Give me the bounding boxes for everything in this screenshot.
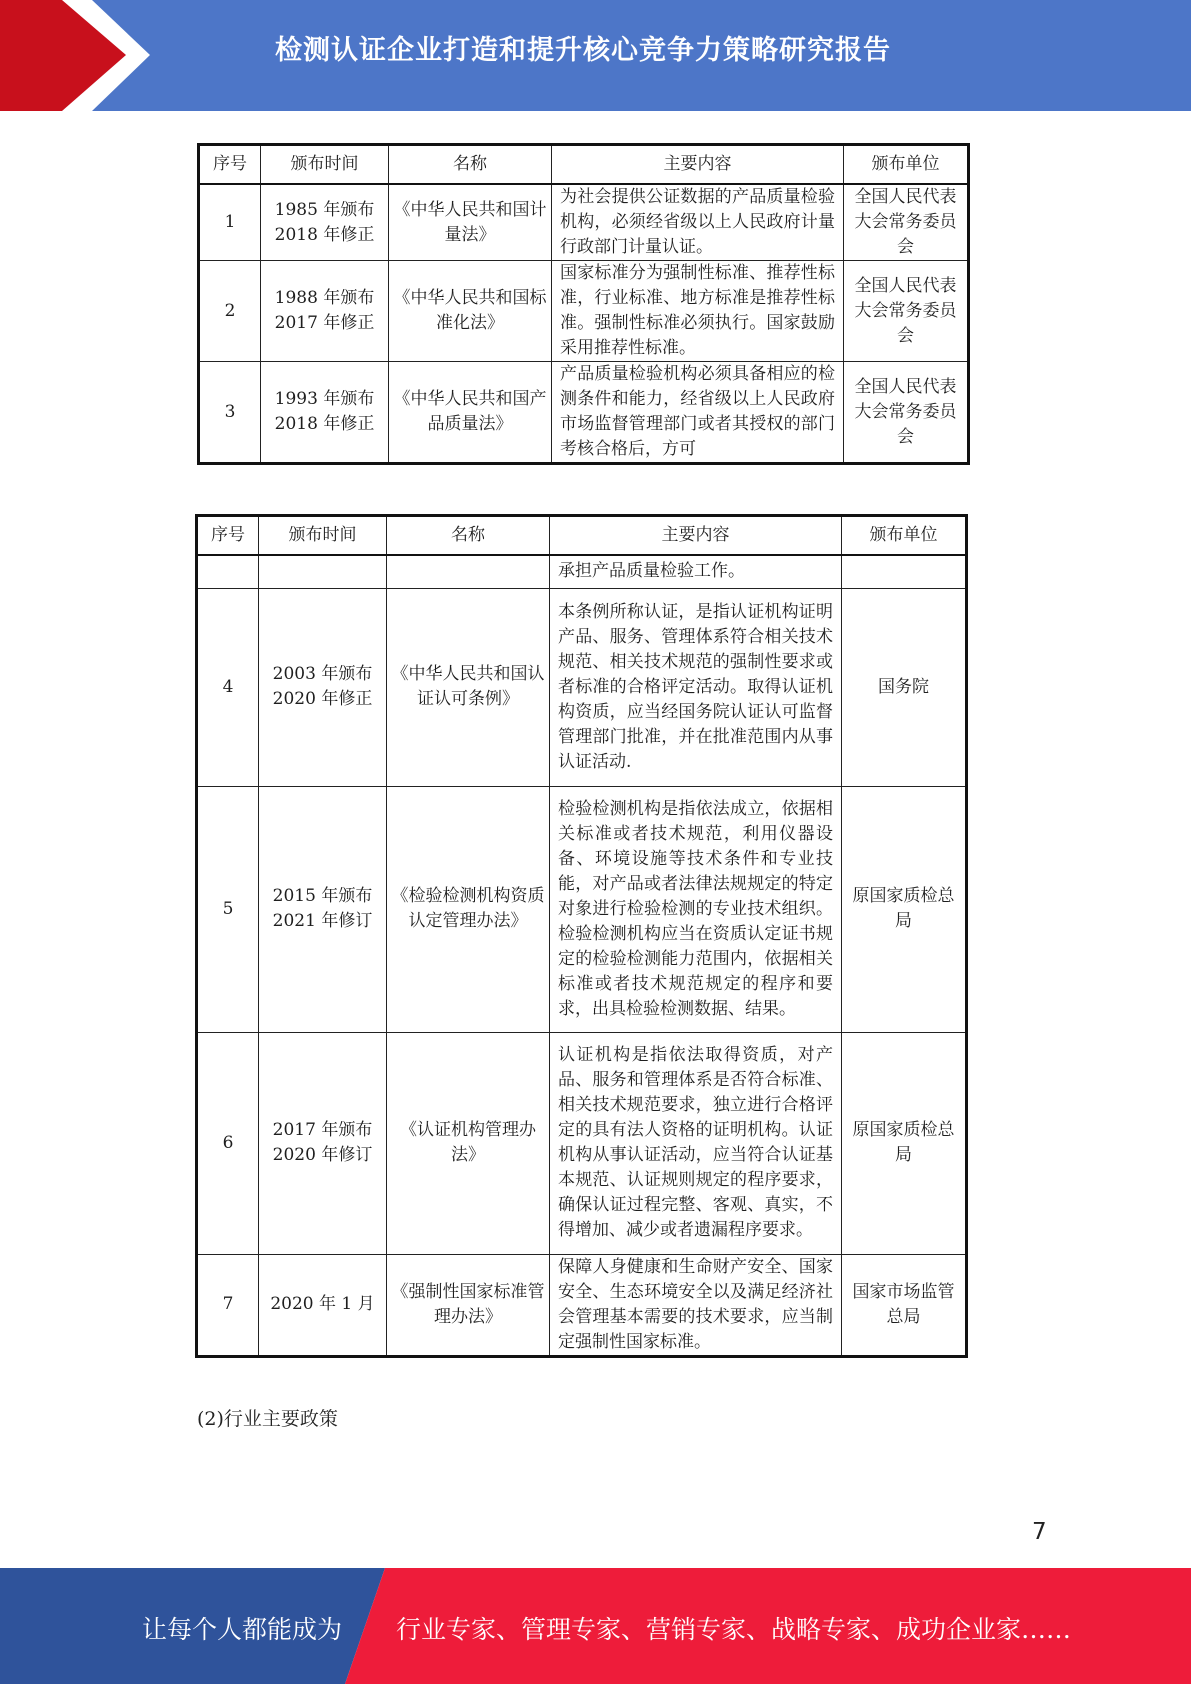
row-content: 产品质量检验机构必须具备相应的检测条件和能力，经省级以上人民政府市场监督管理部门或者其授权的部门考核合格后，方可	[552, 362, 844, 464]
row-name	[387, 555, 550, 588]
row-time: 1993 年颁布 2018 年修正	[261, 362, 389, 464]
row-name: 《强制性国家标准管理办法》	[387, 1254, 550, 1356]
row-content: 认证机构是指依法取得资质，对产品、服务和管理体系是否符合标准、相关技术规范要求，独立进行合格评定的具有法人资格的证明机构。认证机构从事认证活动，应当符合认证基本规范、认证规则规定的程序要求，确保认证过程完整、客观、真实，不得增加、减少或者遗漏程序要求。	[550, 1032, 842, 1254]
row-time: 2003 年颁布 2020 年修正	[259, 588, 387, 786]
header-content: 主要内容	[552, 145, 844, 185]
header-name: 名称	[387, 516, 550, 556]
row-content: 本条例所称认证，是指认证机构证明产品、服务、管理体系符合相关技术规范、相关技术规范的强制性要求或者标准的合格评定活动。取得认证机构资质，应当经国务院认证认可监督管理部门批准，并在批准范围内从事认证活动.	[550, 588, 842, 786]
table-header-row	[199, 145, 969, 185]
row-issuer: 原国家质检总局	[842, 1032, 967, 1254]
table-row	[197, 555, 967, 588]
table-header-row	[197, 516, 967, 556]
row-name: 《中华人民共和国认证认可条例》	[387, 588, 550, 786]
table-row	[199, 362, 969, 464]
regulations-table-part-1	[197, 143, 970, 465]
row-issuer: 全国人民代表大会常务委员会	[844, 184, 969, 261]
row-no: 1	[199, 184, 261, 261]
header-content: 主要内容	[550, 516, 842, 556]
row-no: 4	[197, 588, 259, 786]
report-title: 检测认证企业打造和提升核心竞争力策略研究报告	[275, 35, 891, 66]
row-time: 1988 年颁布 2017 年修正	[261, 261, 389, 362]
table-row	[197, 786, 967, 1032]
regulations-table-part-2	[195, 514, 968, 1358]
row-name: 《中华人民共和国标准化法》	[389, 261, 552, 362]
row-issuer: 全国人民代表大会常务委员会	[844, 362, 969, 464]
header-time: 颁布时间	[261, 145, 389, 185]
row-name: 《中华人民共和国产品质量法》	[389, 362, 552, 464]
row-no: 6	[197, 1032, 259, 1254]
row-time	[259, 555, 387, 588]
header-no: 序号	[197, 516, 259, 556]
row-no: 2	[199, 261, 261, 362]
row-no	[197, 555, 259, 588]
section-heading: (2)行业主要政策	[197, 1408, 338, 1430]
header-no: 序号	[199, 145, 261, 185]
header-name: 名称	[389, 145, 552, 185]
row-issuer	[842, 555, 967, 588]
page-header	[0, 0, 1191, 111]
row-no: 5	[197, 786, 259, 1032]
footer-slogan-left: 让每个人都能成为	[142, 1615, 343, 1644]
table-row	[199, 184, 969, 261]
table-row	[197, 588, 967, 786]
row-issuer: 全国人民代表大会常务委员会	[844, 261, 969, 362]
row-issuer: 国家市场监管总局	[842, 1254, 967, 1356]
header-issuer: 颁布单位	[842, 516, 967, 556]
row-name: 《认证机构管理办法》	[387, 1032, 550, 1254]
row-content: 保障人身健康和生命财产安全、国家安全、生态环境安全以及满足经济社会管理基本需要的技术要求，应当制定强制性国家标准。	[550, 1254, 842, 1356]
row-time: 1985 年颁布 2018 年修正	[261, 184, 389, 261]
row-time: 2015 年颁布 2021 年修订	[259, 786, 387, 1032]
page-footer	[0, 1568, 1191, 1684]
row-content: 承担产品质量检验工作。	[550, 555, 842, 588]
row-no: 3	[199, 362, 261, 464]
row-content: 为社会提供公证数据的产品质量检验机构，必须经省级以上人民政府计量行政部门计量认证。	[552, 184, 844, 261]
row-content: 检验检测机构是指依法成立，依据相关标准或者技术规范，利用仪器设备、环境设施等技术条件和专业技能，对产品或者法律法规规定的特定对象进行检验检测的专业技术组织。检验检测机构应当在资质认定证书规定的检验检测能力范围内，依据相关标准或者技术规范规定的程序和要求，出具检验检测数据、结果。	[550, 786, 842, 1032]
header-issuer: 颁布单位	[844, 145, 969, 185]
row-issuer: 原国家质检总局	[842, 786, 967, 1032]
header-time: 颁布时间	[259, 516, 387, 556]
footer-slogan-right: 行业专家、管理专家、营销专家、战略专家、成功企业家……	[396, 1615, 1072, 1644]
table-row	[197, 1032, 967, 1254]
row-name: 《检验检测机构资质认定管理办法》	[387, 786, 550, 1032]
table-row	[197, 1254, 967, 1356]
row-time: 2020 年 1 月	[259, 1254, 387, 1356]
row-no: 7	[197, 1254, 259, 1356]
row-name: 《中华人民共和国计量法》	[389, 184, 552, 261]
page-number: 7	[1032, 1519, 1047, 1545]
row-issuer: 国务院	[842, 588, 967, 786]
table-row	[199, 261, 969, 362]
row-time: 2017 年颁布 2020 年修订	[259, 1032, 387, 1254]
row-content: 国家标准分为强制性标准、推荐性标准，行业标准、地方标准是推荐性标准。强制性标准必须执行。国家鼓励采用推荐性标准。	[552, 261, 844, 362]
